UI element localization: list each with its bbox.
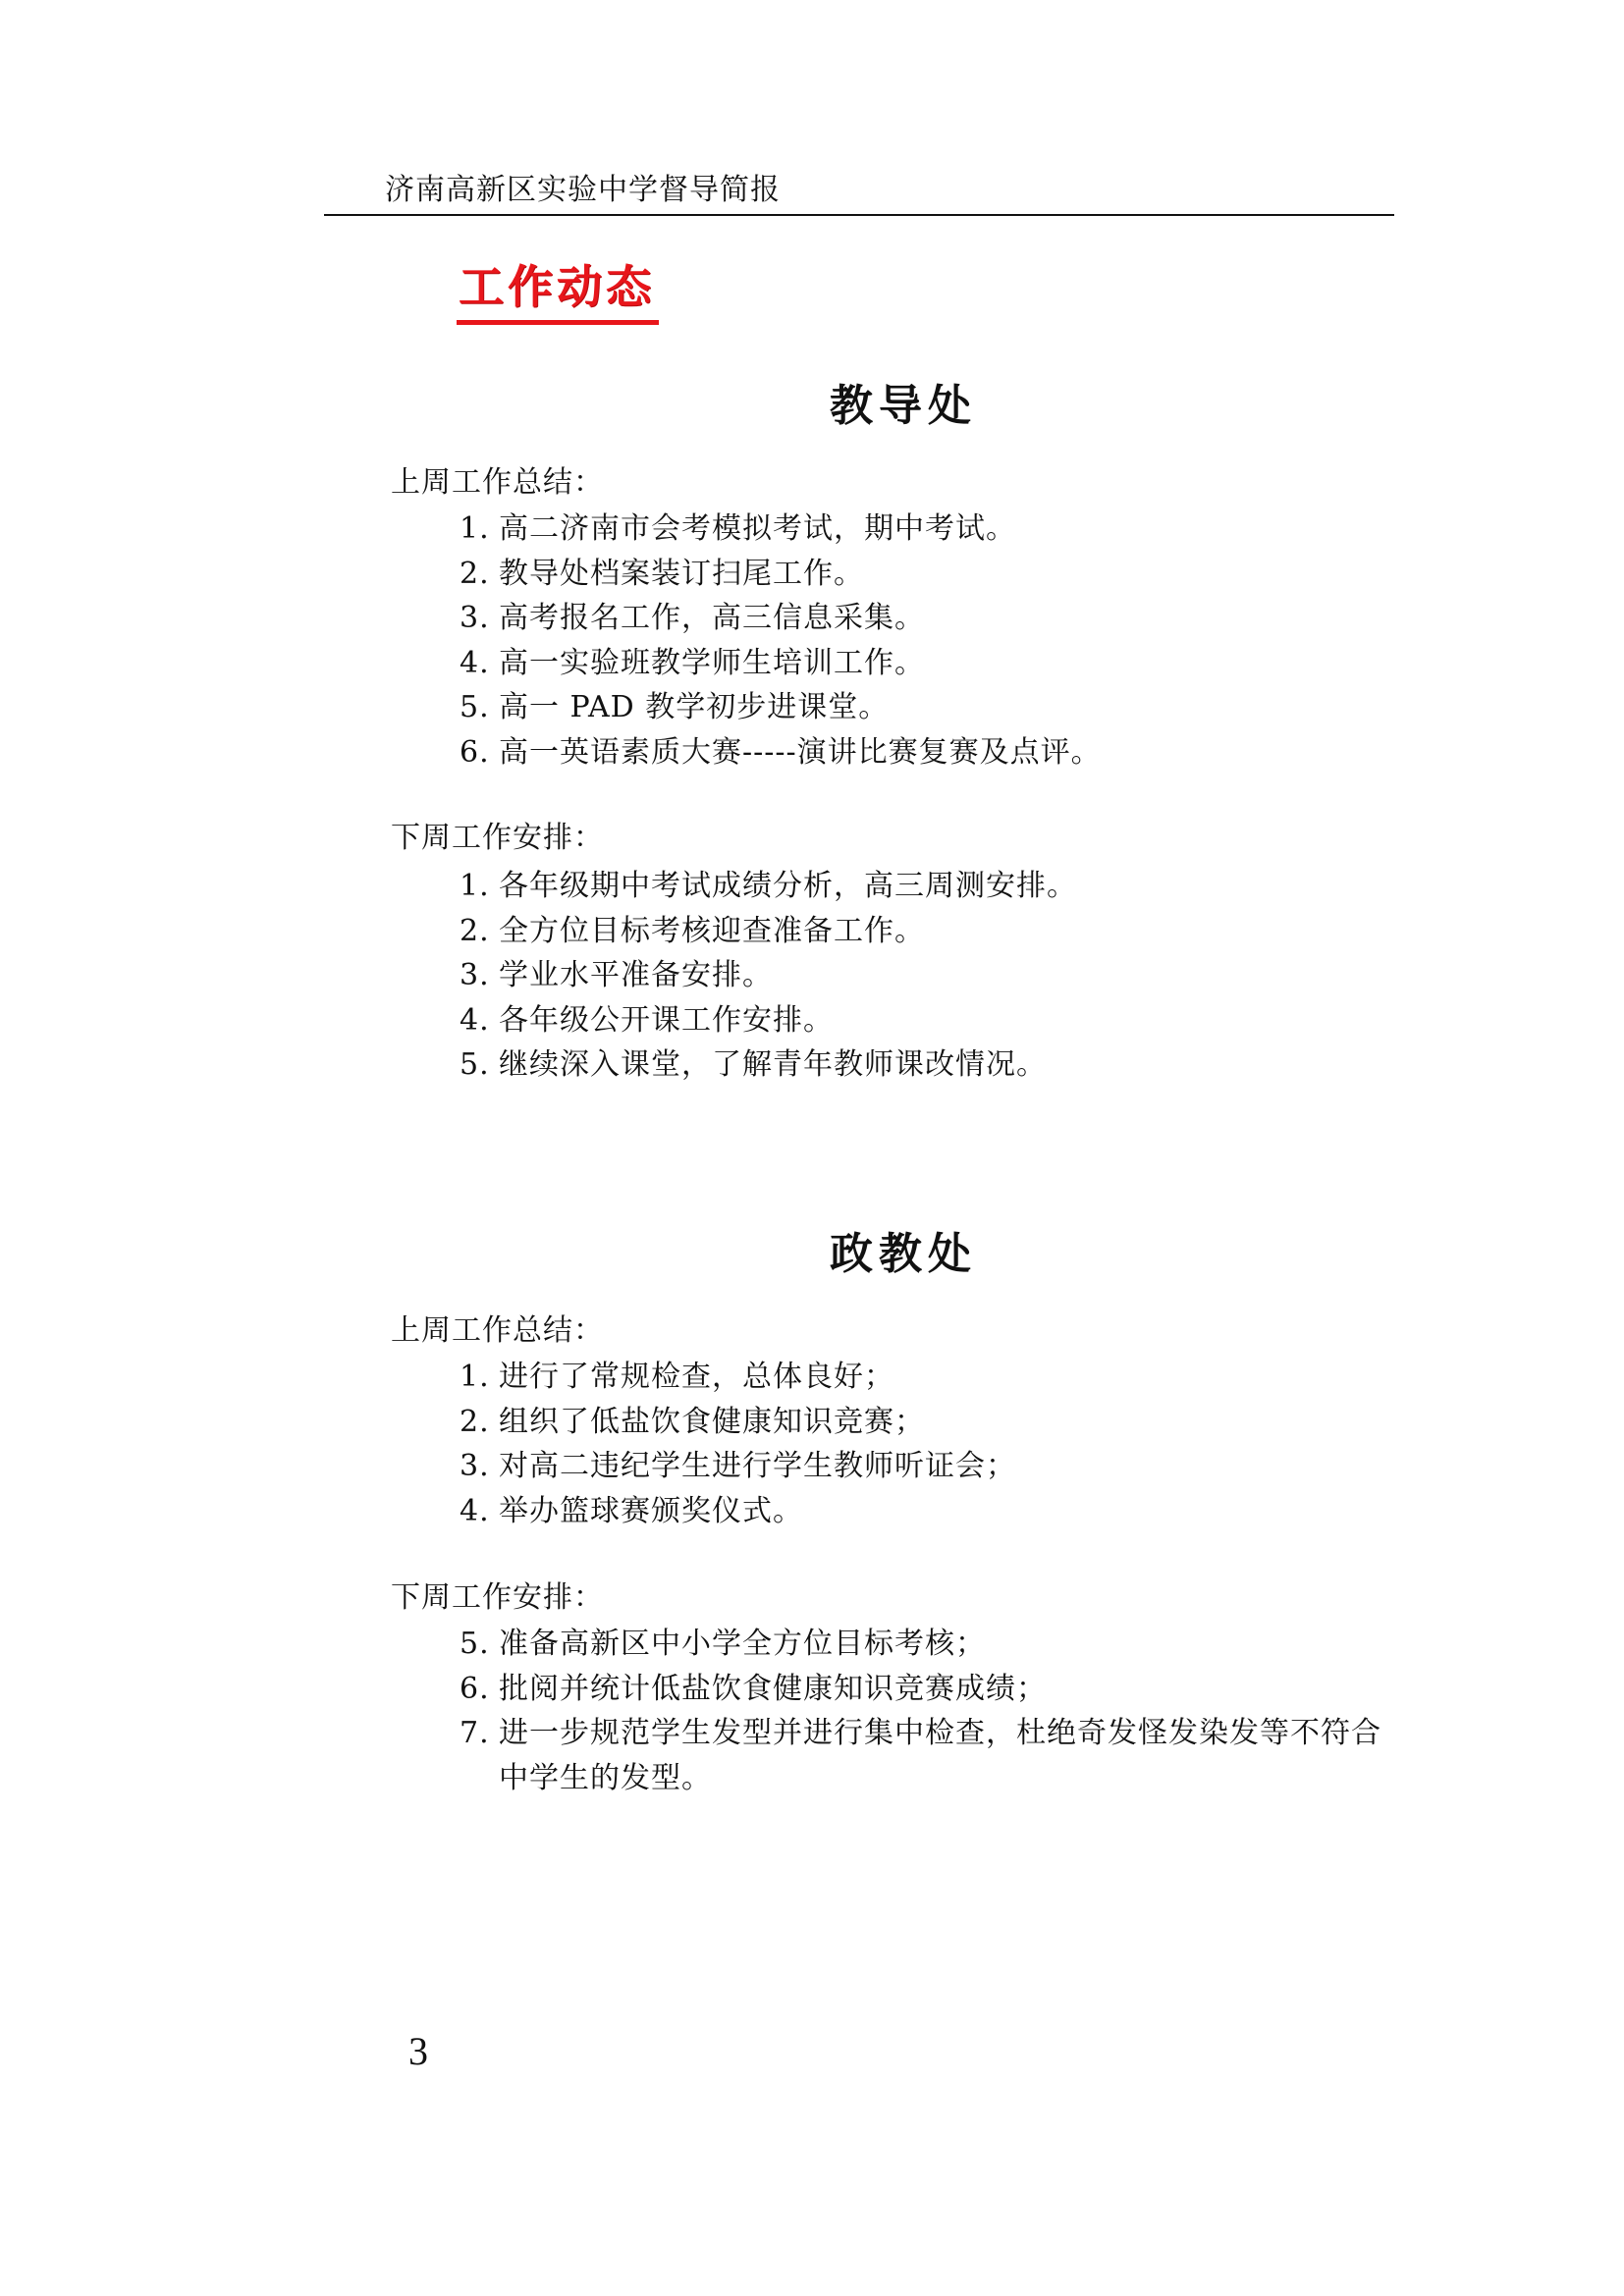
list-item xyxy=(460,1622,1402,1667)
item-number: 3. xyxy=(460,601,490,635)
list-item xyxy=(460,909,1402,954)
list-item xyxy=(460,1444,1402,1489)
item-text: 高一 PAD 教学初步进课堂。 xyxy=(499,690,890,724)
item-text: 组织了低盐饮食健康知识竞赛； xyxy=(499,1404,925,1439)
item-number: 6. xyxy=(460,734,490,770)
academic-next-week-label: 下周工作安排： xyxy=(391,821,604,855)
moral-next-week-list xyxy=(460,1622,1402,1800)
academic-last-week-label: 上周工作总结： xyxy=(391,465,604,500)
item-text: 各年级公开课工作安排。 xyxy=(499,1002,834,1038)
list-item xyxy=(460,507,1402,552)
list-item xyxy=(460,552,1402,597)
academic-next-week-list xyxy=(460,864,1402,1088)
item-number: 1. xyxy=(460,511,490,546)
list-item xyxy=(460,641,1402,686)
item-text: 学业水平准备安排。 xyxy=(499,958,773,992)
dept-title-moral-education: 政教处 xyxy=(830,1229,977,1279)
list-item xyxy=(460,596,1402,641)
list-item xyxy=(460,998,1402,1043)
item-number: 3. xyxy=(460,958,490,992)
item-number: 1. xyxy=(460,869,490,903)
list-item xyxy=(460,1400,1402,1445)
item-text: 高考报名工作，高三信息采集。 xyxy=(499,601,925,635)
item-number: 4. xyxy=(460,645,490,680)
item-text: 继续深入课堂，了解青年教师课改情况。 xyxy=(499,1047,1047,1082)
list-item xyxy=(460,685,1402,730)
moral-last-week-label: 上周工作总结： xyxy=(391,1313,604,1348)
item-number: 5. xyxy=(460,1627,490,1661)
list-item xyxy=(460,1355,1402,1400)
header-title: 济南高新区实验中学督导简报 xyxy=(385,173,781,207)
item-text: 教导处档案装订扫尾工作。 xyxy=(499,556,864,591)
item-text: 准备高新区中小学全方位目标考核； xyxy=(499,1627,986,1661)
running-header xyxy=(324,167,1394,216)
item-number: 2. xyxy=(460,556,490,591)
page-number: 3 xyxy=(408,2029,428,2073)
item-number: 1. xyxy=(460,1360,490,1394)
academic-last-week-list xyxy=(460,507,1402,774)
list-item xyxy=(460,730,1402,775)
item-number: 4. xyxy=(460,1493,490,1528)
item-number: 2. xyxy=(460,913,490,948)
item-text: 高二济南市会考模拟考试，期中考试。 xyxy=(499,511,1016,546)
section-banner: 工作动态 xyxy=(457,257,659,325)
item-text: 高一实验班教学师生培训工作。 xyxy=(499,645,925,680)
item-number: 3. xyxy=(460,1449,490,1483)
item-number: 5. xyxy=(460,1047,490,1082)
item-number: 7. xyxy=(460,1716,490,1750)
item-number: 4. xyxy=(460,1002,490,1038)
item-text: 进一步规范学生发型并进行集中检查，杜绝奇发怪发染发等不符合中学生的发型。 xyxy=(499,1716,1381,1795)
moral-next-week-label: 下周工作安排： xyxy=(391,1580,604,1615)
item-number: 6. xyxy=(460,1671,490,1706)
list-item xyxy=(460,864,1402,909)
item-number: 5. xyxy=(460,690,490,724)
item-text: 批阅并统计低盐饮食健康知识竞赛成绩； xyxy=(499,1671,1047,1706)
dept-title-academic: 教导处 xyxy=(830,381,977,431)
item-text: 进行了常规检查，总体良好； xyxy=(499,1360,894,1394)
item-text: 全方位目标考核迎查准备工作。 xyxy=(499,913,925,948)
list-item xyxy=(460,1667,1402,1712)
list-item xyxy=(460,1711,1402,1800)
item-text: 各年级期中考试成绩分析，高三周测安排。 xyxy=(499,869,1077,903)
list-item xyxy=(460,953,1402,998)
list-item xyxy=(460,1042,1402,1088)
item-text: 对高二违纪学生进行学生教师听证会； xyxy=(499,1449,1016,1483)
list-item xyxy=(460,1489,1402,1534)
item-text: 举办篮球赛颁奖仪式。 xyxy=(499,1493,803,1528)
item-text: 高一英语素质大赛-----演讲比赛复赛及点评。 xyxy=(499,734,1102,770)
item-number: 2. xyxy=(460,1404,490,1439)
moral-last-week-list xyxy=(460,1355,1402,1533)
